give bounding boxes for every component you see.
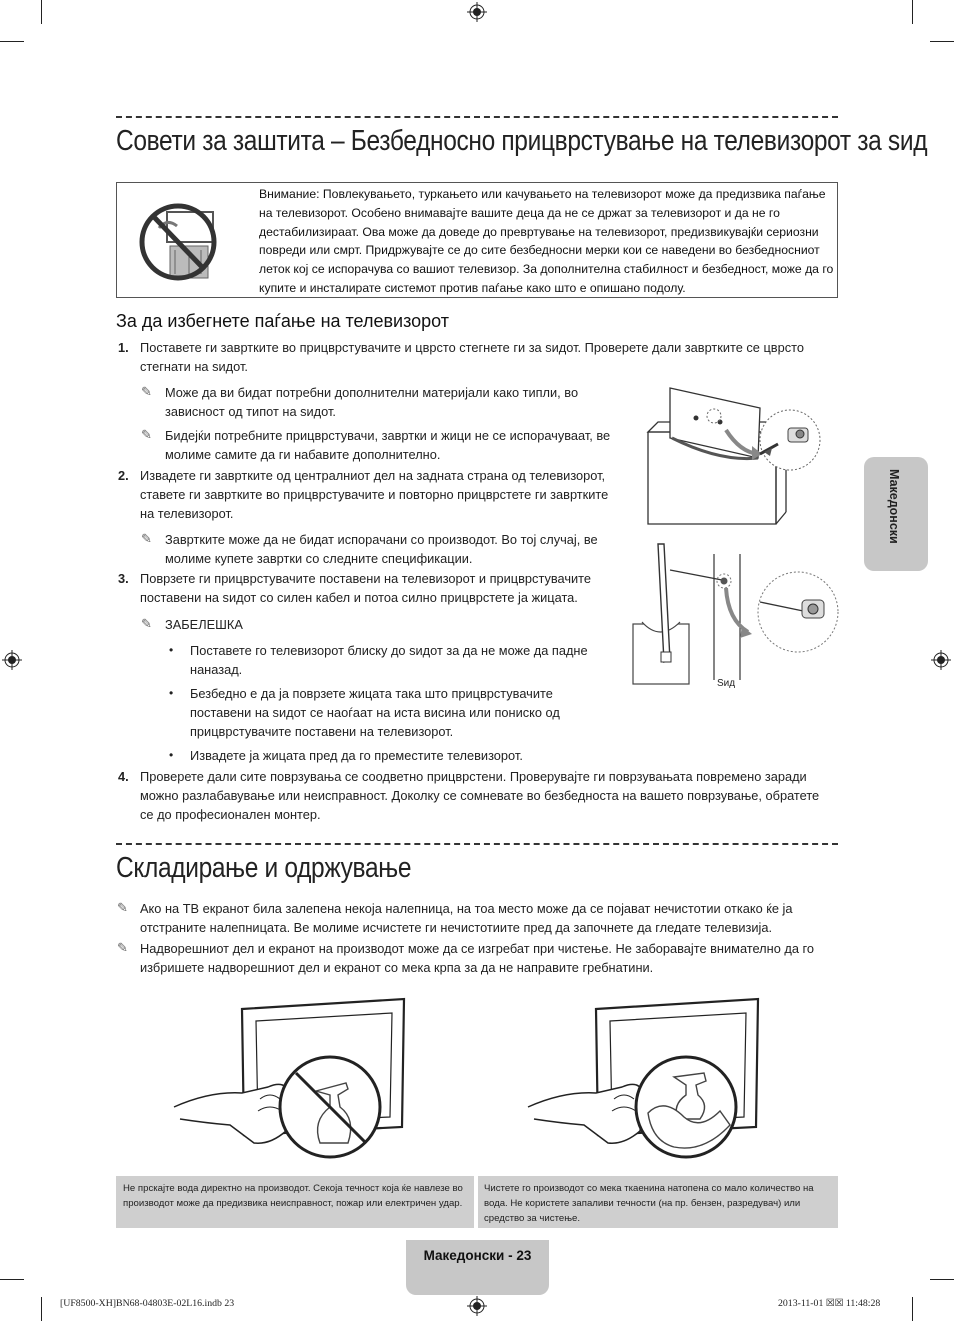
tv-wall-cable-illustration <box>630 540 840 700</box>
crop-mark <box>930 1279 954 1280</box>
registration-mark-icon <box>467 1296 487 1316</box>
no-climbing-icon <box>139 198 219 286</box>
footer-file-info: [UF8500-XH]BN68-04803E-02L16.indb 23 <box>60 1298 235 1309</box>
crop-mark <box>930 41 954 42</box>
step-number: 2. <box>118 468 129 483</box>
language-side-tab <box>864 457 928 571</box>
note-1b-text: Бидејќи потребните прицврстувачи, завртки и жици не се испорачуваат, ве молиме самите да ги набавите дополнително. <box>165 428 611 463</box>
note-label: ЗАБЕЛЕШКА <box>165 617 243 632</box>
step-number: 1. <box>118 340 129 355</box>
note-pencil-icon: ✎ <box>141 384 152 399</box>
storage-note-1: Ако на ТВ екранот била залепена некоја налепница, на тоа место може да се појават нечистотии откако ќе ја отстраните налепницата. Ве молиме исчистете ги нечистотиите пред да започнете да гледате телевизија. <box>140 901 793 936</box>
subheading-avoid-falling: За да избегнете паѓање на телевизорот <box>116 311 450 331</box>
step-number: 4. <box>118 769 129 784</box>
note-pencil-icon: ✎ <box>141 427 152 442</box>
section-title-storage: Складирање и одржување <box>116 852 412 884</box>
step-4-text: Проверете дали сите поврзувања се соодветно прицврстени. Проверувајте ги поврзувањата повремено заради можно разлабавување или неисправност. Доколку се сомневате во безбедноста на вашето поврзување, обратете се до професионален монтер. <box>140 769 820 823</box>
cloth-cleaning-illustration <box>524 995 764 1155</box>
registration-mark-icon <box>467 2 487 22</box>
crop-mark <box>41 0 42 24</box>
caption-right-text: Чистете го производот со мека ткаенина натопена со мало количество на вода. Не користете запаливи течности (на пр. бензен, разредувач) или средство за чистење. <box>484 1183 814 1225</box>
wall-label: Ѕид <box>717 678 736 689</box>
note-2-text: Завртките може да не бидат испорачани со производот. Во тој случај, ве молиме купете завртки со следните спецификации. <box>165 532 598 567</box>
crop-mark <box>0 41 24 42</box>
no-spray-illustration <box>170 995 410 1155</box>
section-divider <box>116 843 838 845</box>
crop-mark <box>41 1297 42 1321</box>
note-pencil-icon: ✎ <box>117 940 128 955</box>
bullet-1-text: Поставете го телевизорот блиску до ѕидот за да не може да падне наназад. <box>190 643 588 678</box>
step-number: 3. <box>118 571 129 586</box>
bullet-3-text: Извадете ја жицата пред да го преместите телевизорот. <box>190 748 523 763</box>
note-pencil-icon: ✎ <box>117 900 128 915</box>
note-1a-text: Може да ви бидат потребни дополнителни материјали како типли, во зависност од типот на ѕидот. <box>165 385 579 420</box>
note-pencil-icon: ✎ <box>141 531 152 546</box>
registration-mark-icon <box>2 650 22 670</box>
bullet-2-text: Безбедно е да ја поврзете жицата така што прицврстувачите поставени на ѕидот се наоѓаат на иста висина или пониско од прицврстувачите поставени на телевизорот. <box>190 686 560 740</box>
crop-mark <box>912 0 913 24</box>
bullet-dot: • <box>169 643 174 657</box>
tv-bracket-illustration <box>640 382 840 527</box>
section-divider <box>116 116 838 118</box>
step-2-text: Извадете ги завртките од централниот дел на задната страна од телевизорот, ставете ги завртките во прицврстувачите и повторно прицврстете ги завртките на телевизорот. <box>140 468 609 522</box>
page-number-tab <box>406 1240 549 1295</box>
side-tab-label: Македонски <box>887 469 901 544</box>
storage-note-2: Надворешниот дел и екранот на производот може да се изгребат при чистење. Не заборавајте внимателно да го избришете надворешниот дел и екранот со мека крпа за да не направите гребнатини. <box>140 941 815 976</box>
crop-mark <box>0 1279 24 1280</box>
registration-mark-icon <box>931 650 951 670</box>
step-1-text: Поставете ги завртките во прицврстувачите и цврсто стегнете ги за ѕидот. Проверете дали завртките се цврсто стегнати на ѕидот. <box>140 340 804 375</box>
caption-left-text: Не прскајте вода директно на производот. Секоја течност која ќе навлезе во производот може да предизвика неисправност, пожар или електричен удар. <box>123 1183 463 1210</box>
warning-text: Внимание: Повлекувањето, туркањето или качувањето на телевизорот може да предизвика паѓање на телевизорот. Особено внимавајте вашите деца да не се држат за телевизорот и да не го дестабилизираат. Ова може да доведе до превртување на телевизорот, предизвикувајќи сериозни повреди или смрт. Придржувајте се до сите безбедносни мерки кои се наведени во безбедносниот леток кој се испорачува со вашиот телевизор. За дополнителна стабилност и безбедност, може да го купите и инсталирате системот против паѓање како што е опишано подолу. <box>259 187 834 295</box>
page-number: Македонски - 23 <box>423 1248 532 1263</box>
footer-timestamp: 2013-11-01 ☒☒ 11:48:28 <box>778 1298 881 1309</box>
section-title-safety: Совети за заштита – Безбедносно прицврстување на телевизорот за ѕид <box>116 125 928 157</box>
bullet-dot: • <box>169 748 174 762</box>
bullet-dot: • <box>169 686 174 700</box>
crop-mark <box>912 1297 913 1321</box>
note-pencil-icon: ✎ <box>141 616 152 631</box>
step-3-text: Поврзете ги прицврстувачите поставени на телевизорот и прицврстувачите поставени на ѕидот со силен кабел и потоа силно прицврстете ја жицата. <box>140 571 591 606</box>
